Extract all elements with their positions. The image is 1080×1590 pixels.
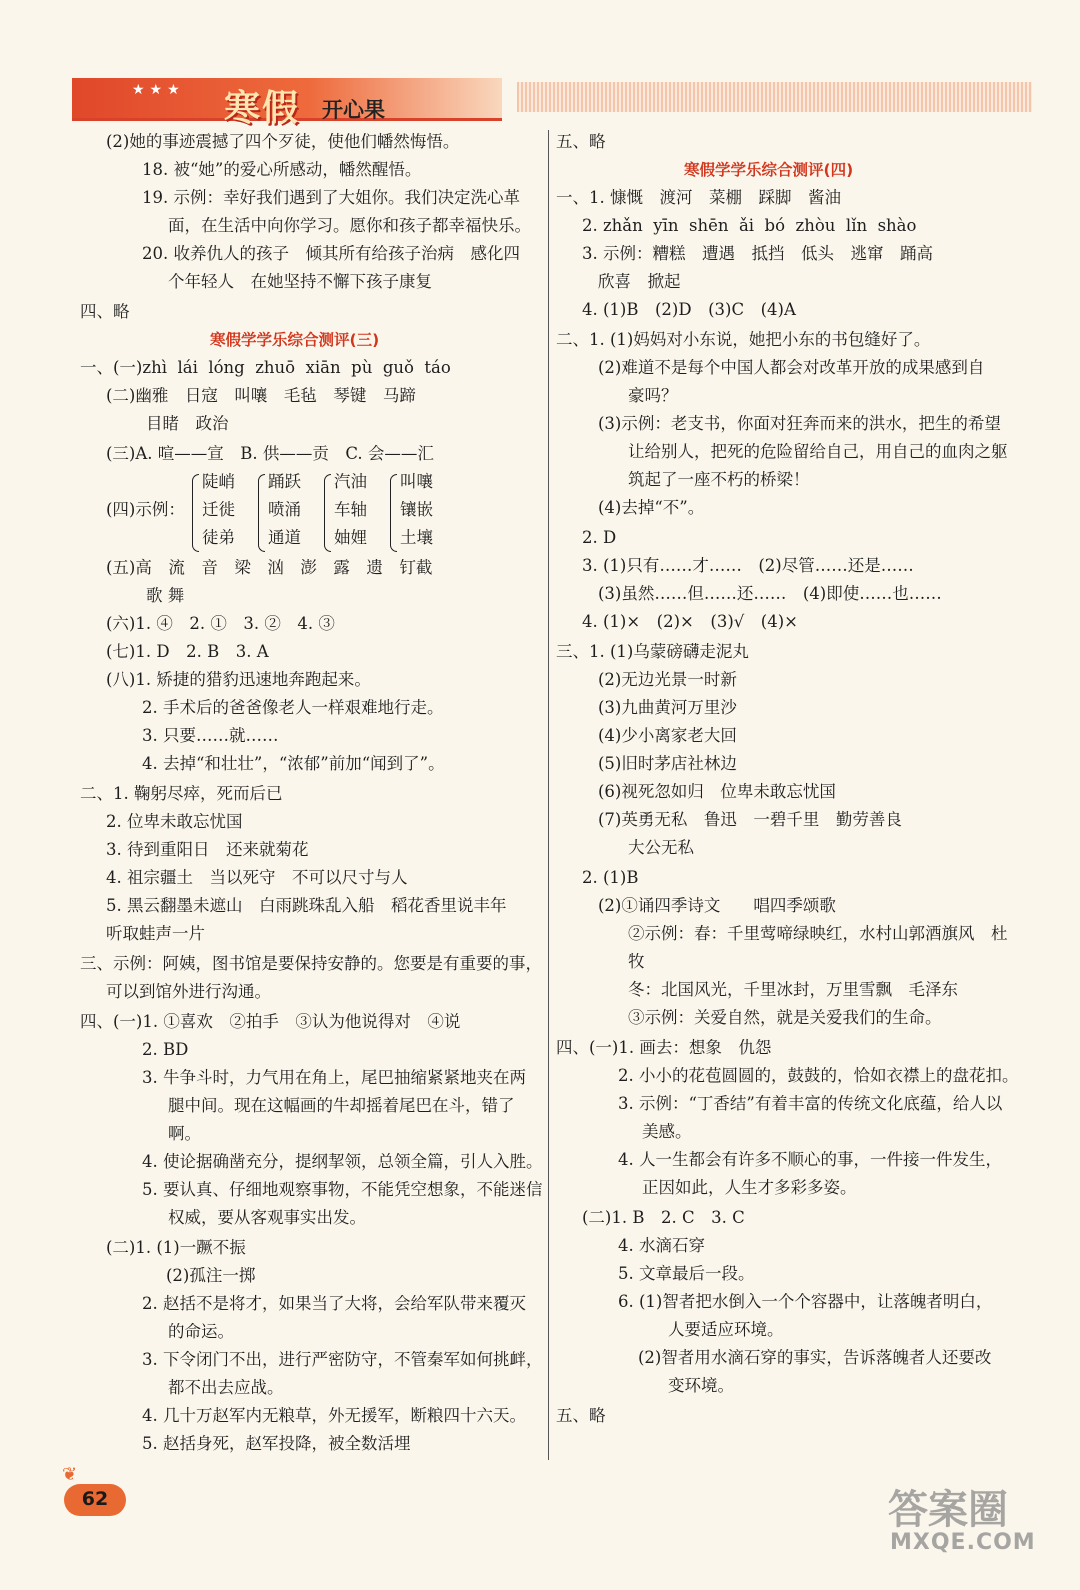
book-subtitle: 开心果 (322, 98, 385, 122)
sprout-icon: ❦ (62, 1464, 78, 1485)
answer-line: 都不出去应战。 (168, 1378, 284, 1397)
answer-line: (4)去掉“不”。 (598, 498, 705, 517)
answer-line: 2. zhǎn yīn shēn ǎi bó zhòu lǐn shào (582, 216, 917, 235)
answer-line: (五)高 流 音 梁 汹 澎 露 遗 钉截 (106, 558, 433, 577)
word-item: 通道 (268, 528, 301, 547)
answer-line: 3. 下令闭门不出，进行严密防守，不管秦军如何挑衅， (142, 1350, 543, 1369)
answer-line: ②示例：春：千里莺啼绿映红，水村山郭酒旗风 杜 (628, 924, 1008, 943)
answer-line: 3. 示例：“丁香结”有着丰富的传统文化底蕴，给人以 (618, 1094, 1003, 1113)
answer-line: 美感。 (642, 1122, 692, 1141)
answer-line: 筑起了一座不朽的桥梁！ (628, 470, 810, 489)
answer-line: (四)示例： (106, 500, 185, 519)
answer-line: 三、1. (1)乌蒙磅礴走泥丸 (556, 642, 749, 661)
answer-line: 四、(一)1. 画去：想象 仇怨 (556, 1038, 772, 1057)
answer-line: (六)1. ④ 2. ① 3. ② 4. ③ (106, 614, 335, 633)
header-banner (72, 78, 502, 129)
answer-line: (2)孤注一掷 (166, 1266, 256, 1285)
answer-line: 4. 人一生都会有许多不顺心的事，一件接一件发生， (618, 1150, 1002, 1169)
answer-line: 2. 赵括不是将才，如果当了大将，会给军队带来覆灭 (142, 1294, 526, 1313)
answer-line: 4. 去掉“和壮壮”，“浓郁”前加“闻到了”。 (142, 754, 445, 773)
answer-line: 可以到馆外进行沟通。 (106, 982, 271, 1001)
answer-line: 大公无私 (628, 838, 694, 857)
answer-line: 6. (1)智者把水倒入一个个容器中，让落魄者明白， (618, 1292, 993, 1311)
answer-line: 目睹 政治 (146, 414, 229, 433)
word-item: 叫嚷 (400, 472, 433, 491)
page-number: 62 (81, 1488, 109, 1510)
answer-line: 牧 (628, 952, 645, 971)
answer-line: 2. D (582, 528, 617, 547)
answer-line: 4. (1)B (2)D (3)C (4)A (582, 300, 796, 319)
answer-line: 3. (1)只有……才…… (2)尽管……还是…… (582, 556, 914, 575)
answer-line: 五、略 (556, 132, 606, 151)
header-decor-bar (517, 82, 1032, 112)
watermark-logo (888, 1478, 1058, 1562)
answer-line: 4. 几十万赵军内无粮草，外无援军，断粮四十六天。 (142, 1406, 526, 1425)
word-item: 踊跃 (268, 472, 301, 491)
answer-line: (三)A. 喧——宣 B. 供——贡 C. 会——汇 (106, 444, 434, 463)
answer-line: 冬：北国风光，千里冰封，万里雪飘 毛泽东 (628, 980, 958, 999)
word-item: 汽油 (334, 472, 367, 491)
section-title: 寒假学学乐综合测评(三) (210, 331, 380, 349)
answer-line: 3. 只要……就…… (142, 726, 279, 745)
answer-line: 5. 赵括身死，赵军投降，被全数活埋 (142, 1434, 411, 1453)
brace (390, 474, 397, 552)
answer-line: 让给别人，把死的危险留给自己，用自己的血肉之躯 (628, 442, 1008, 461)
answer-line: 3. 牛争斗时，力气用在角上，尾巴抽缩紧紧地夹在两 (142, 1068, 526, 1087)
answer-line: 权威，要从客观事实出发。 (168, 1208, 366, 1227)
answer-line: 一、(一)zhì lái lóng zhuō xiān pù guǒ táo (80, 358, 451, 377)
answer-line: 正因如此，人生才多彩多姿。 (642, 1178, 857, 1197)
word-item: 徒弟 (202, 528, 235, 547)
answer-line: (2)无边光景一时新 (598, 670, 737, 689)
answer-line: (二)1. (1)一蹶不振 (106, 1238, 246, 1257)
word-item: 迁徙 (202, 500, 235, 519)
answer-line: (7)英勇无私 鲁迅 一碧千里 勤劳善良 (598, 810, 902, 829)
answer-line: (八)1. 矫捷的猎豹迅速地奔跑起来。 (106, 670, 371, 689)
word-item: 喷涌 (268, 500, 301, 519)
answer-line: (2)她的事迹震撼了四个歹徒，使他们幡然悔悟。 (106, 132, 460, 151)
answer-line: 20. 收养仇人的孩子 倾其所有给孩子治病 感化四 (142, 244, 520, 263)
answer-line: 4. (1)× (2)× (3)√ (4)× (582, 612, 798, 631)
brace (192, 474, 199, 552)
column-divider (548, 130, 549, 1460)
book-title: 寒假 (224, 88, 301, 129)
answer-line: 听取蛙声一片 (106, 924, 205, 943)
answer-line: 歌 舞 (146, 586, 185, 605)
answer-line: 5. 黑云翻墨未遮山 白雨跳珠乱入船 稻花香里说丰年 (106, 896, 507, 915)
answer-line: (2)智者用水滴石穿的事实，告诉落魄者人还要改 (638, 1348, 992, 1367)
answer-line: 啊。 (168, 1124, 201, 1143)
answer-line: (4)少小离家老大回 (598, 726, 737, 745)
answer-line: (3)示例：老支书，你面对狂奔而来的洪水，把生的希望 (598, 414, 1001, 433)
brace (258, 474, 265, 552)
watermark-text: 答案圈 (888, 1487, 1008, 1533)
answer-line: (二)幽雅 日寇 叫嚷 毛毡 琴键 马蹄 (106, 386, 416, 405)
answer-line: 的命运。 (168, 1322, 234, 1341)
answer-line: 4. 祖宗疆土 当以死守 不可以尺寸与人 (106, 868, 408, 887)
answer-line: ③示例：关爱自然，就是关爱我们的生命。 (628, 1008, 942, 1027)
answer-line: 4. 水滴石穿 (618, 1236, 705, 1255)
word-item: 镶嵌 (400, 500, 433, 519)
answer-line: 四、(一)1. ①喜欢 ②拍手 ③认为他说得对 ④说 (80, 1012, 461, 1031)
answer-line: 豪吗？ (628, 386, 678, 405)
star-icon: ★★★ (132, 82, 185, 98)
answer-line: 个年轻人 在她坚持不懈下孩子康复 (168, 272, 432, 291)
answer-line: 2. 位卑未敢忘忧国 (106, 812, 243, 831)
section-title: 寒假学学乐综合测评(四) (684, 161, 854, 179)
answer-line: 欣喜 掀起 (598, 272, 681, 291)
answer-line: 2. BD (142, 1040, 189, 1059)
answer-line: (2)①诵四季诗文 唱四季颂歌 (598, 896, 836, 915)
answer-line: (6)视死忽如归 位卑未敢忘忧国 (598, 782, 836, 801)
answer-line: 19. 示例：幸好我们遇到了大姐你。我们决定洗心革 (142, 188, 520, 207)
answer-line: 二、1. (1)妈妈对小东说，她把小东的书包缝好了。 (556, 330, 931, 349)
answer-line: 2. 手术后的爸爸像老人一样艰难地行走。 (142, 698, 444, 717)
answer-line: (3)九曲黄河万里沙 (598, 698, 737, 717)
answer-line: 三、示例：阿姨，图书馆是要保持安静的。您要是有重要的事， (80, 954, 542, 973)
answer-line: 一、1. 慷慨 渡河 菜棚 踩脚 酱油 (556, 188, 841, 207)
answer-line: 3. 待到重阳日 还来就菊花 (106, 840, 309, 859)
answer-line: 2. 小小的花苞圆圆的，鼓鼓的，恰如衣襟上的盘花扣。 (618, 1066, 1019, 1085)
answer-line: 四、略 (80, 302, 130, 321)
answer-line: 18. 被“她”的爱心所感动，幡然醒悟。 (142, 160, 422, 179)
brace (324, 474, 331, 552)
answer-line: 腿中间。现在这幅画的牛却摇着尾巴在斗，错了 (168, 1096, 515, 1115)
answer-line: 面，在生活中向你学习。愿你和孩子都幸福快乐。 (168, 216, 531, 235)
page-number-badge (56, 1462, 136, 1522)
answer-line: 五、略 (556, 1406, 606, 1425)
answer-line: 5. 要认真、仔细地观察事物，不能凭空想象，不能迷信 (142, 1180, 543, 1199)
word-item: 车轴 (334, 500, 367, 519)
watermark-url: MXQE.COM (890, 1530, 1036, 1555)
answer-line: 5. 文章最后一段。 (618, 1264, 755, 1283)
answer-line: (2)难道不是每个中国人都会对改革开放的成果感到自 (598, 358, 985, 377)
word-item: 妯娌 (334, 528, 367, 547)
answer-line: 变环境。 (668, 1376, 734, 1395)
answer-line: 二、1. 鞠躬尽瘁，死而后已 (80, 784, 283, 803)
page-header (72, 72, 1032, 129)
answer-line: 2. (1)B (582, 868, 639, 887)
answer-line: 3. 示例：糟糕 遭遇 抵挡 低头 逃窜 踊高 (582, 244, 933, 263)
answer-line: (3)虽然……但……还…… (4)即使……也…… (598, 584, 942, 603)
answer-line: (5)旧时茅店社林边 (598, 754, 737, 773)
answer-line: 4. 使论据确凿充分，提纲挈领，总领全篇，引人入胜。 (142, 1152, 543, 1171)
word-item: 陡峭 (202, 472, 235, 491)
answer-line: (七)1. D 2. B 3. A (106, 642, 269, 661)
answer-line: (二)1. B 2. C 3. C (582, 1208, 745, 1227)
answer-line: 人要适应环境。 (668, 1320, 784, 1339)
word-item: 土壤 (400, 528, 433, 547)
